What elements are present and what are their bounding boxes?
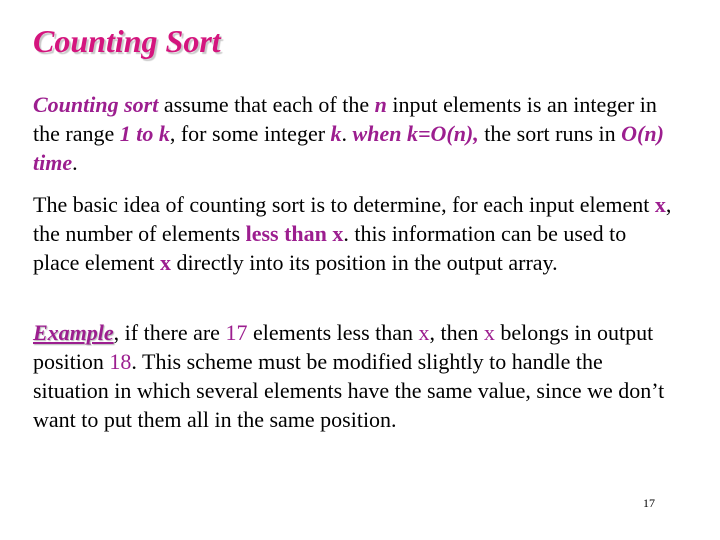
term-x: x xyxy=(483,320,495,345)
term-k: k xyxy=(330,121,342,146)
term-x: x xyxy=(160,250,172,275)
text-span: , for some integer xyxy=(169,121,331,146)
text-span: the sort runs in xyxy=(478,121,622,146)
value-17: 17 xyxy=(225,320,248,345)
text-span: , then xyxy=(429,320,484,345)
term-example: Example xyxy=(33,320,114,345)
text-span: belongs in output position xyxy=(33,320,654,374)
text-span: . xyxy=(72,150,78,175)
term-x: x xyxy=(418,320,430,345)
term-x: x xyxy=(654,192,666,217)
paragraph-basic-idea xyxy=(33,190,673,277)
slide-title: Counting Sort xyxy=(33,23,221,59)
value-18: 18 xyxy=(109,349,132,374)
text-span: assume that each of the xyxy=(158,92,375,117)
term-range: 1 to k xyxy=(119,121,170,146)
paragraph-example xyxy=(33,318,673,434)
text-span: directly into its position in the output array. xyxy=(171,250,558,275)
term-counting-sort: Counting sort xyxy=(33,92,159,117)
text-span: , the number of elements xyxy=(33,192,672,246)
term-k-equals-on: when k=O(n), xyxy=(352,121,479,146)
page-number: 17 xyxy=(643,496,655,510)
text-span: . this information can be used to place element xyxy=(33,221,627,275)
term-on-time: O(n) time xyxy=(33,121,664,175)
text-span: , if there are xyxy=(113,320,226,345)
text-span: . xyxy=(341,121,353,146)
term-n: n xyxy=(374,92,387,117)
term-less-than-x: less than x xyxy=(245,221,344,246)
text-span: . This scheme must be modified slightly to handle the situation in which several elements have the same value, since we don’t want to put them all in the same position. xyxy=(33,349,665,432)
text-span: input elements is an integer in the range xyxy=(33,92,657,146)
paragraph-definition xyxy=(33,90,673,177)
text-span: The basic idea of counting sort is to determine, for each input element xyxy=(33,192,655,217)
text-span: elements less than xyxy=(247,320,419,345)
